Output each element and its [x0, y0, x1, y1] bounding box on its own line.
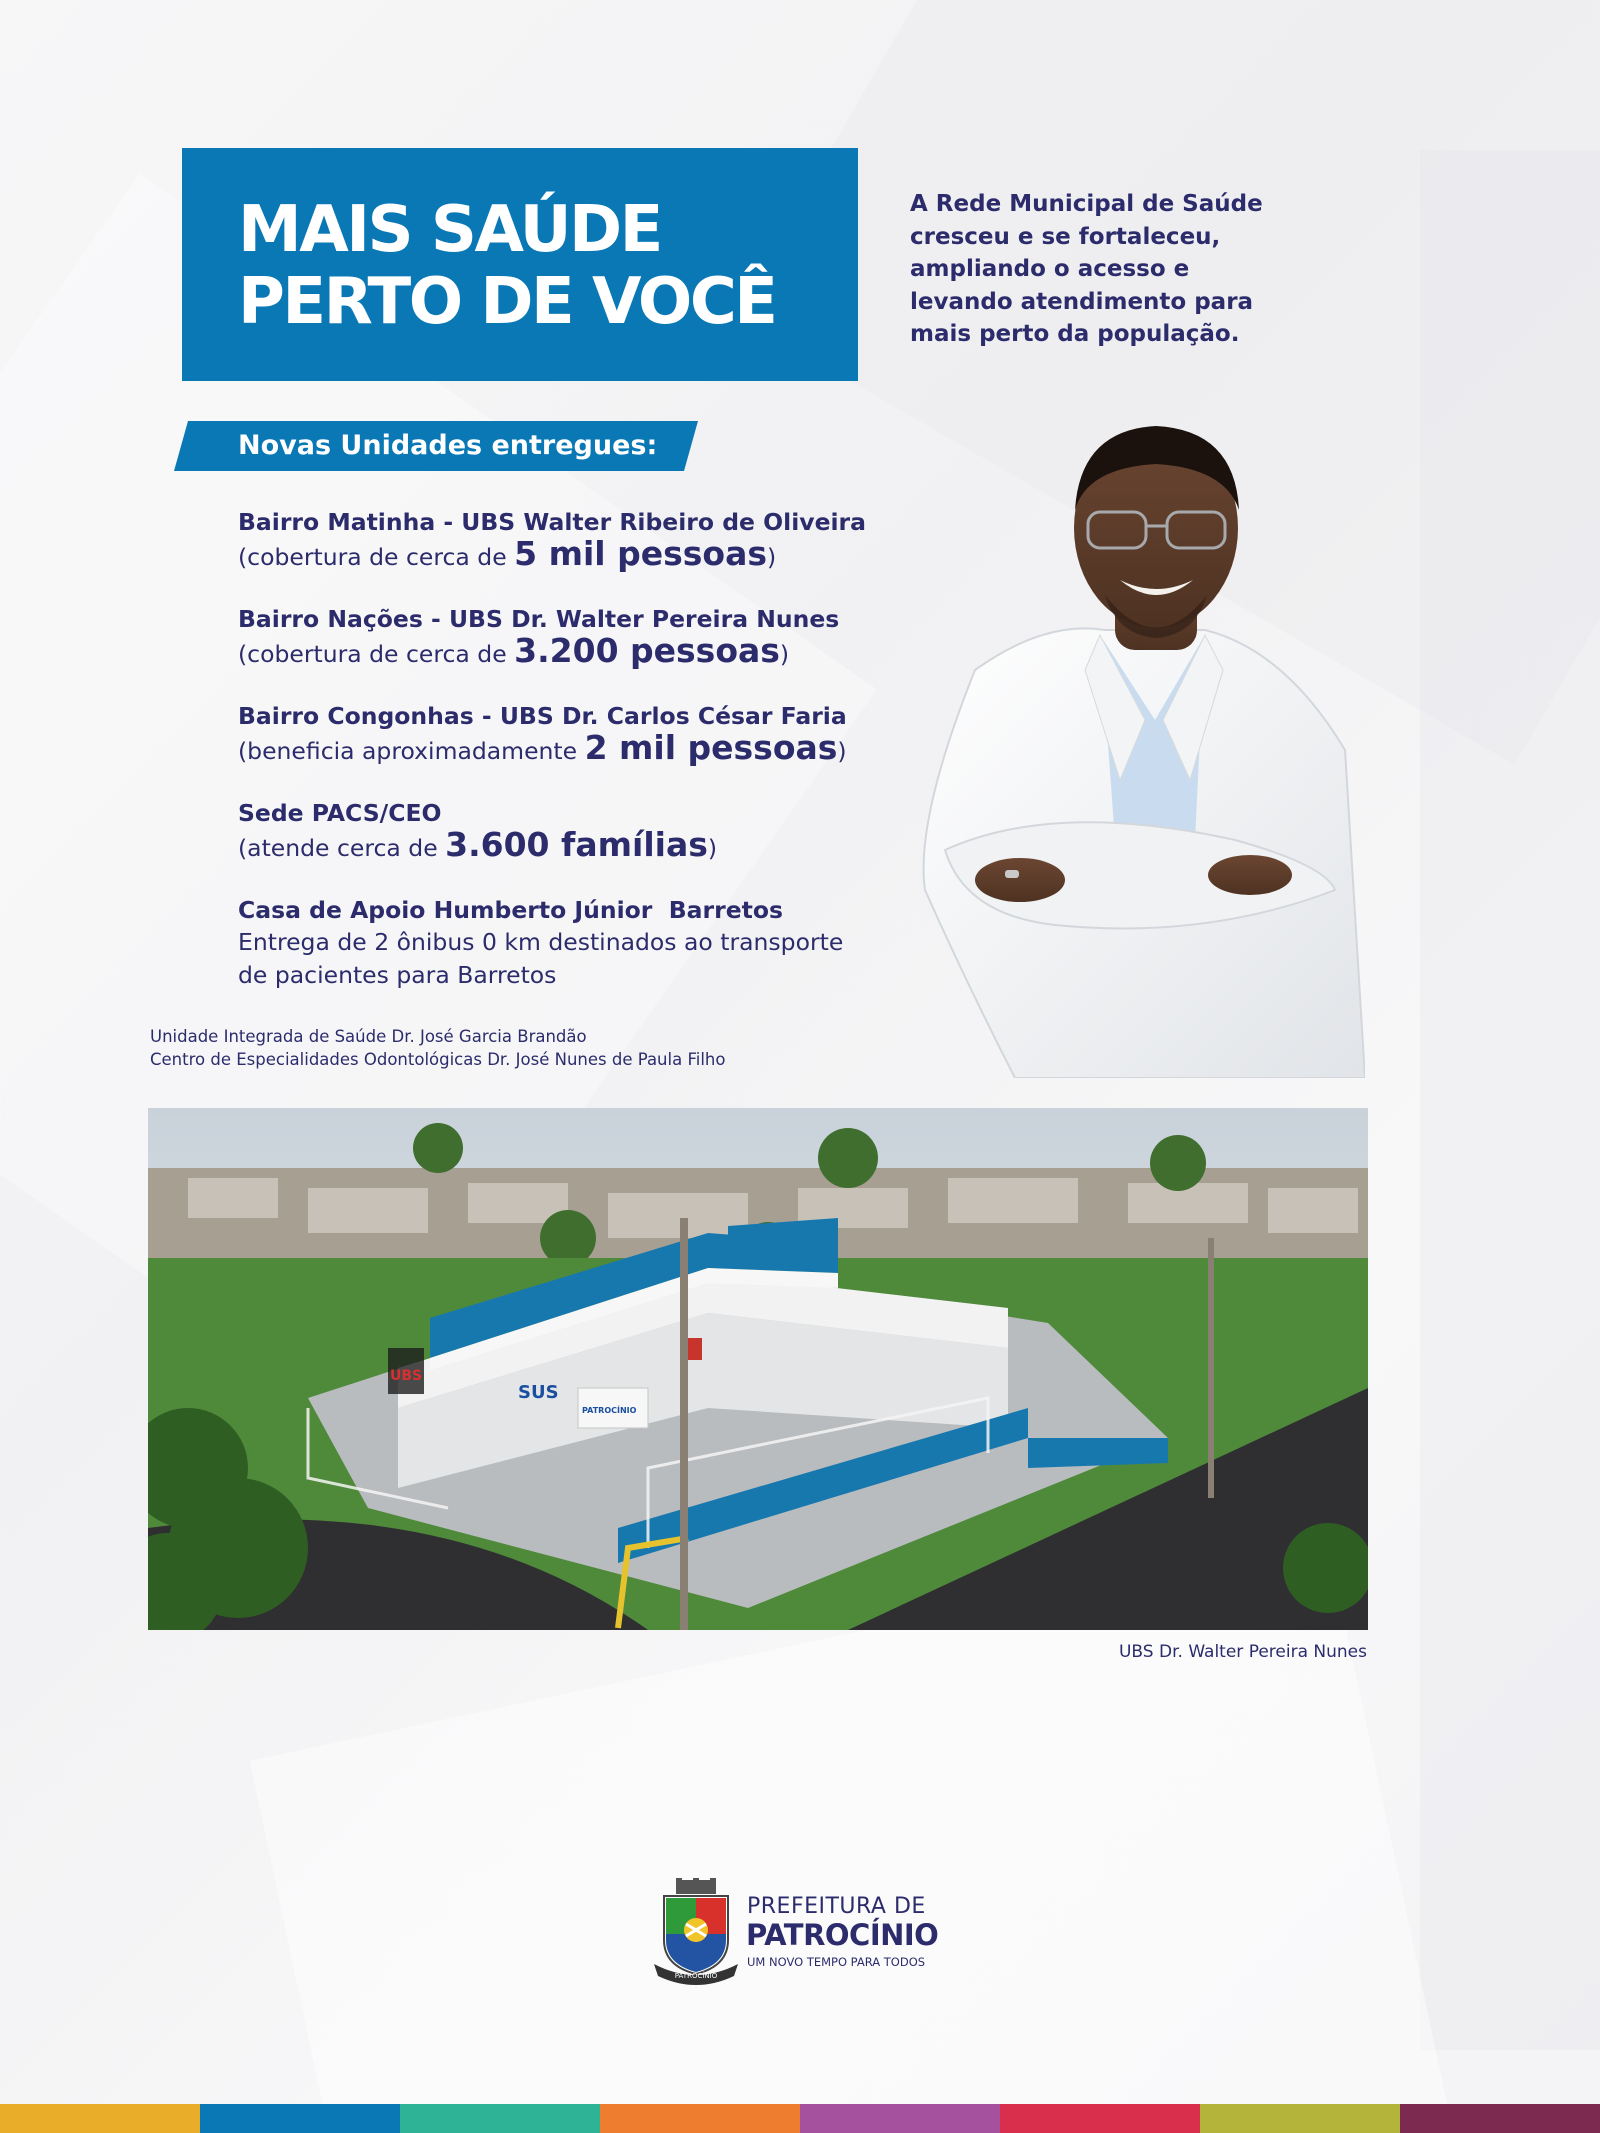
footnote: Centro de Especialidades Odontológicas Dr. José Nunes de Paula Filho [150, 1050, 726, 1069]
color-stripe [800, 2104, 1000, 2133]
unit-desc-text: (beneficia aproximadamente [238, 737, 585, 765]
unit-item [238, 894, 898, 992]
section-heading: Novas Unidades entregues: [238, 430, 658, 461]
logo-slogan: UM NOVO TEMPO PARA TODOS [747, 1955, 926, 1969]
intro-line: cresceu e se fortaleceu, [910, 223, 1221, 250]
building-illustration [148, 1108, 1368, 1630]
units-list [238, 506, 898, 1022]
background-shape [1420, 150, 1600, 2050]
unit-item [238, 797, 898, 864]
intro-line: mais perto da população. [910, 321, 1240, 347]
unit-item [238, 603, 898, 670]
unit-highlight: 3.200 pessoas [514, 631, 780, 670]
unit-name: Bairro Congonhas - UBS Dr. Carlos César Faria [238, 702, 847, 730]
unit-item [238, 700, 898, 767]
page-title-line-2: PERTO DE VOCÊ [238, 265, 776, 339]
unit-desc-text: (atende cerca de [238, 834, 446, 862]
ubs-building-photo [148, 1108, 1368, 1630]
unit-description [238, 825, 898, 864]
intro-line: levando atendimento para [910, 288, 1254, 315]
unit-highlight: 3.600 famílias [445, 825, 708, 864]
unit-item [238, 506, 898, 573]
unit-name: Casa de Apoio Humberto Júnior  Barretos [238, 896, 784, 924]
unit-description [238, 631, 898, 670]
unit-name: Bairro Nações - UBS Dr. Walter Pereira Nunes [238, 605, 840, 633]
unit-name: Sede PACS/CEO [238, 799, 442, 827]
unit-highlight: 2 mil pessoas [584, 728, 838, 767]
logo-line-2: PATROCÍNIO [746, 1918, 939, 1952]
unit-desc-text: (cobertura de cerca de [238, 640, 515, 668]
color-stripe [1200, 2104, 1400, 2133]
logo-line-1: PREFEITURA DE [747, 1894, 926, 1919]
unit-desc-close: ) [766, 543, 777, 571]
title-banner [182, 148, 858, 381]
color-stripe [1000, 2104, 1200, 2133]
photo-caption: UBS Dr. Walter Pereira Nunes [1118, 1642, 1367, 1662]
unit-desc-close: ) [837, 737, 847, 765]
footnote: Unidade Integrada de Saúde Dr. José Garcia Brandão [150, 1027, 587, 1046]
intro-line: ampliando o acesso e [910, 256, 1190, 282]
unit-desc-text: (cobertura de cerca de [238, 543, 515, 571]
color-stripe [0, 2104, 200, 2133]
unit-desc-close: ) [779, 640, 790, 668]
color-stripe [400, 2104, 600, 2133]
unit-name: Bairro Matinha - UBS Walter Ribeiro de Oliveira [238, 508, 867, 536]
doctor-illustration [905, 420, 1365, 1078]
footer-color-bar [0, 2104, 1600, 2133]
doctor-photo [905, 420, 1365, 1078]
unit-description: Entrega de 2 ônibus 0 km destinados ao transporte de pacientes para Barretos [238, 928, 844, 989]
unit-description [238, 534, 898, 573]
seal-text: PATROCÍNIO [674, 1972, 718, 1980]
unit-desc-close: ) [707, 834, 718, 862]
color-stripe [600, 2104, 800, 2133]
city-seal-icon [650, 1878, 742, 1988]
building-sign-sus: SUS [518, 1382, 559, 1403]
intro-text [910, 188, 1270, 351]
building-sign-ubs: UBS [390, 1368, 423, 1384]
color-stripe [1400, 2104, 1600, 2133]
building-sign-city: PATROCÍNIO [582, 1406, 637, 1415]
page-title-line-1: MAIS SAÚDE [238, 193, 661, 267]
intro-line: A Rede Municipal de Saúde [910, 191, 1263, 217]
city-logo [650, 1878, 970, 1988]
footnotes [150, 1025, 725, 1071]
unit-description [238, 728, 898, 767]
color-stripe [200, 2104, 400, 2133]
unit-highlight: 5 mil pessoas [514, 534, 767, 573]
